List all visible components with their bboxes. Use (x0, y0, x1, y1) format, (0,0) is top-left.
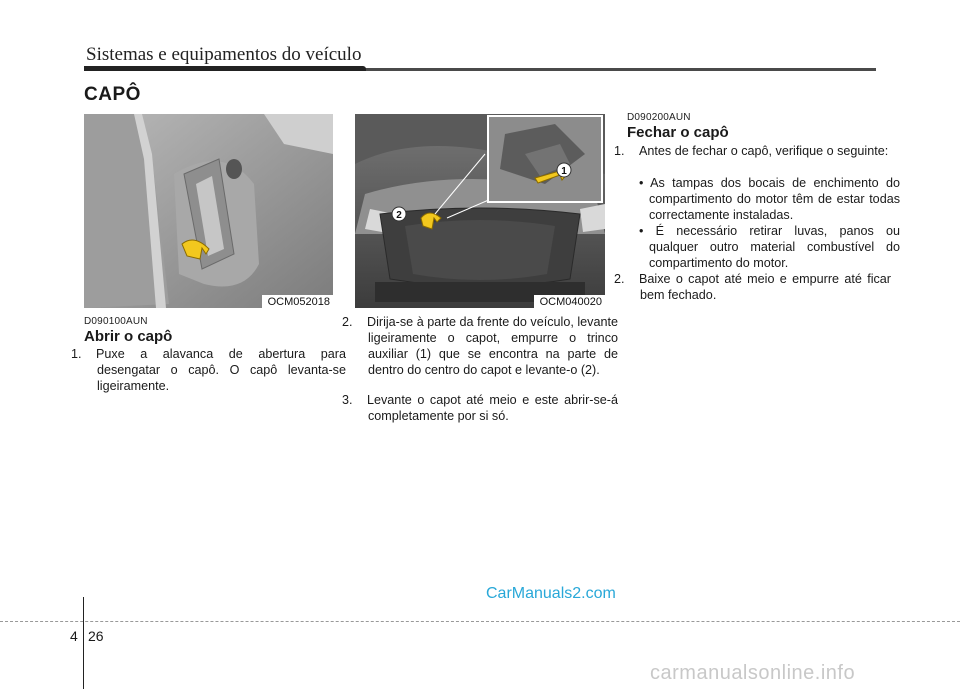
close-hood-heading: Fechar o capô (627, 124, 729, 141)
image-code-label: OCM052018 (262, 295, 333, 308)
step-number: 1. (614, 144, 625, 158)
step-text: Levante o capot até meio e este abrir-se-á completamente por si só. (367, 393, 618, 423)
watermark-footer: carmanualsonline.info (650, 662, 856, 684)
step-number: 3. (342, 393, 353, 407)
step-text: Puxe a alavanca de abertura para desengatar o capô. O capô levanta-se ligeiramente. (96, 347, 346, 393)
section-code: D090200AUN (627, 112, 691, 123)
hood-release-lever-photo (84, 114, 333, 308)
bullet-text: As tampas dos bocais de enchimento do compartimento do motor têm de estar todas correctamente instaladas. (649, 176, 900, 222)
step-text: Antes de fechar o capô, verifique o seguinte: (639, 144, 889, 158)
step-number: 2. (614, 272, 625, 286)
bullet-text: É necessário retirar luvas, panos ou qualquer outro material combustível do compartimento do motor. (649, 224, 901, 270)
footer-rule (0, 621, 960, 622)
step-3-open (342, 392, 618, 424)
bullet-dot: • (639, 224, 644, 238)
step-2-open (342, 314, 618, 378)
watermark-link[interactable]: CarManuals2.com (486, 585, 616, 602)
step-1-close (614, 143, 891, 159)
bullet-item (627, 175, 900, 223)
chapter-tab (84, 66, 366, 71)
chapter-title: Sistemas e equipamentos do veículo (86, 44, 362, 65)
callout-2: 2 (396, 210, 402, 221)
step-text: Dirija-se à parte da frente do veículo, levante ligeiramente o capot, empurre o trinco auxiliar (1) que se encontra na parte de dentro do centro do capot e levante-o (2). (367, 315, 618, 377)
step-text: Baixe o capot até meio e empurre até ficar bem fechado. (639, 272, 891, 302)
chapter-number: 4 (70, 628, 78, 644)
step-number: 2. (342, 315, 353, 329)
step-number: 1. (71, 347, 82, 361)
open-hood-heading: Abrir o capô (84, 328, 173, 345)
section-title: CAPÔ (84, 84, 141, 105)
hood-latch-photo (355, 114, 605, 308)
section-code: D090100AUN (84, 316, 148, 327)
page-number: 26 (88, 628, 104, 644)
image-code-label: OCM040020 (534, 295, 605, 308)
footer-divider (83, 597, 84, 689)
step-1-open (71, 346, 346, 394)
callout-1: 1 (561, 166, 567, 177)
bullet-dot: • (639, 176, 644, 190)
bullet-item (627, 223, 900, 271)
step-2-close (614, 271, 891, 303)
